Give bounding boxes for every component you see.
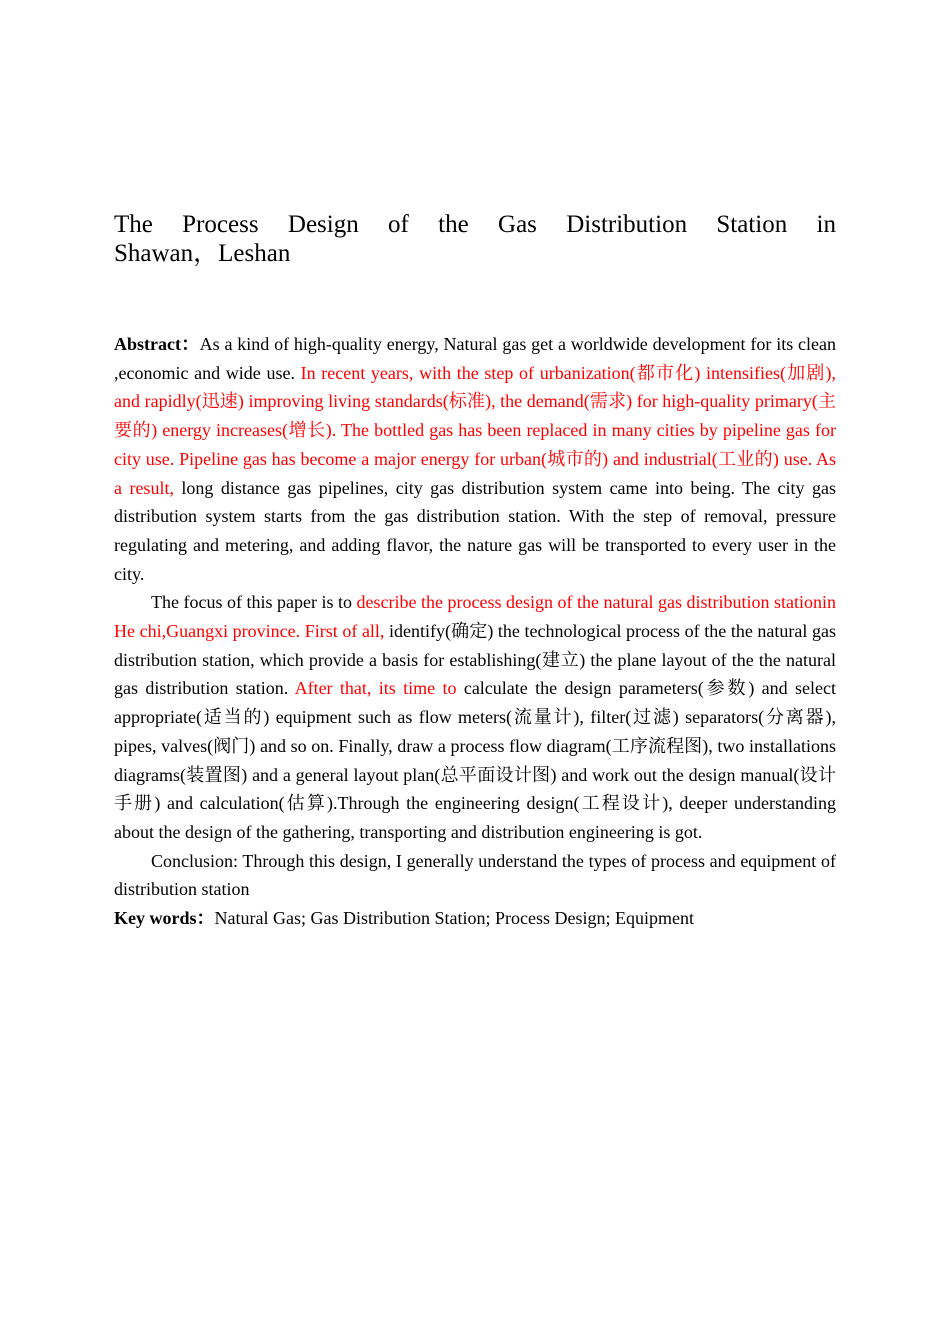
abstract-paragraph — [114, 330, 836, 588]
focus-paragraph — [114, 588, 836, 846]
paper-title-line-2: Shawan，Leshan — [114, 240, 291, 267]
abstract-text-intro: As a kind of high-quality energy, Natural gas get a worldwide development for its clean ,economic and wide use. — [114, 334, 836, 383]
abstract-text-highlight: In recent years, with the step of urbanization(都市化) intensifies(加剧), and rapidly(迅速) improving living standards(标准), the demand(需求) for high-quality primary(主要的) energy increases(增长). The bottled gas has been replaced in many cities by pipeline gas for city use. Pipeline gas has become a major energy for urban(城市的) and industrial(工业的) use. As a result, — [114, 362, 836, 498]
focus-text-highlight-2: After that, its time to — [294, 678, 457, 699]
abstract-text-rest: long distance gas pipelines, city gas distribution system came into being. The city gas distribution system starts from the gas distribution station. With the step of removal, pressure regulating and metering, and adding flavor, the nature gas will be transported to every user in the city. — [114, 477, 836, 584]
keywords-label: Key words： — [114, 908, 215, 929]
keywords-text: Natural Gas; Gas Distribution Station; Process Design; Equipment — [214, 908, 694, 929]
conclusion-paragraph: Conclusion: Through this design, I generally understand the types of process and equipment of distribution station — [114, 850, 836, 900]
paper-title-line-1: The Process Design of the Gas Distribution Station in — [114, 211, 836, 238]
focus-text-highlight-1: describe the process design of the natural gas distribution stationin He chi,Guangxi province. First of all, — [114, 592, 837, 642]
abstract-section — [114, 330, 836, 933]
focus-text-3: calculate the design parameters(参数) and select appropriate(适当的) equipment such as flow meters(流量计), filter(过滤) separators(分离器), pipes, valves(阀门) and so on. Finally, draw a process flow diagram(工序流程图), two installations diagrams(装置图) and a general layout plan(总平面设计图) and work out the design manual(设计手册) and calculation(估算).Through the engineering design(工程设计), deeper understanding about the design of the gathering, transporting and distribution engineering is got. — [114, 678, 836, 842]
paper-title — [114, 210, 836, 268]
focus-text-2: identify(确定) the technological process of the the natural gas distribution station, which provide a basis for establishing(建立) the plane layout of the the natural gas distribution station. — [114, 621, 836, 699]
abstract-label: Abstract： — [114, 334, 200, 354]
keywords-paragraph — [114, 904, 836, 933]
focus-text-1: The focus of this paper is to — [151, 592, 357, 613]
